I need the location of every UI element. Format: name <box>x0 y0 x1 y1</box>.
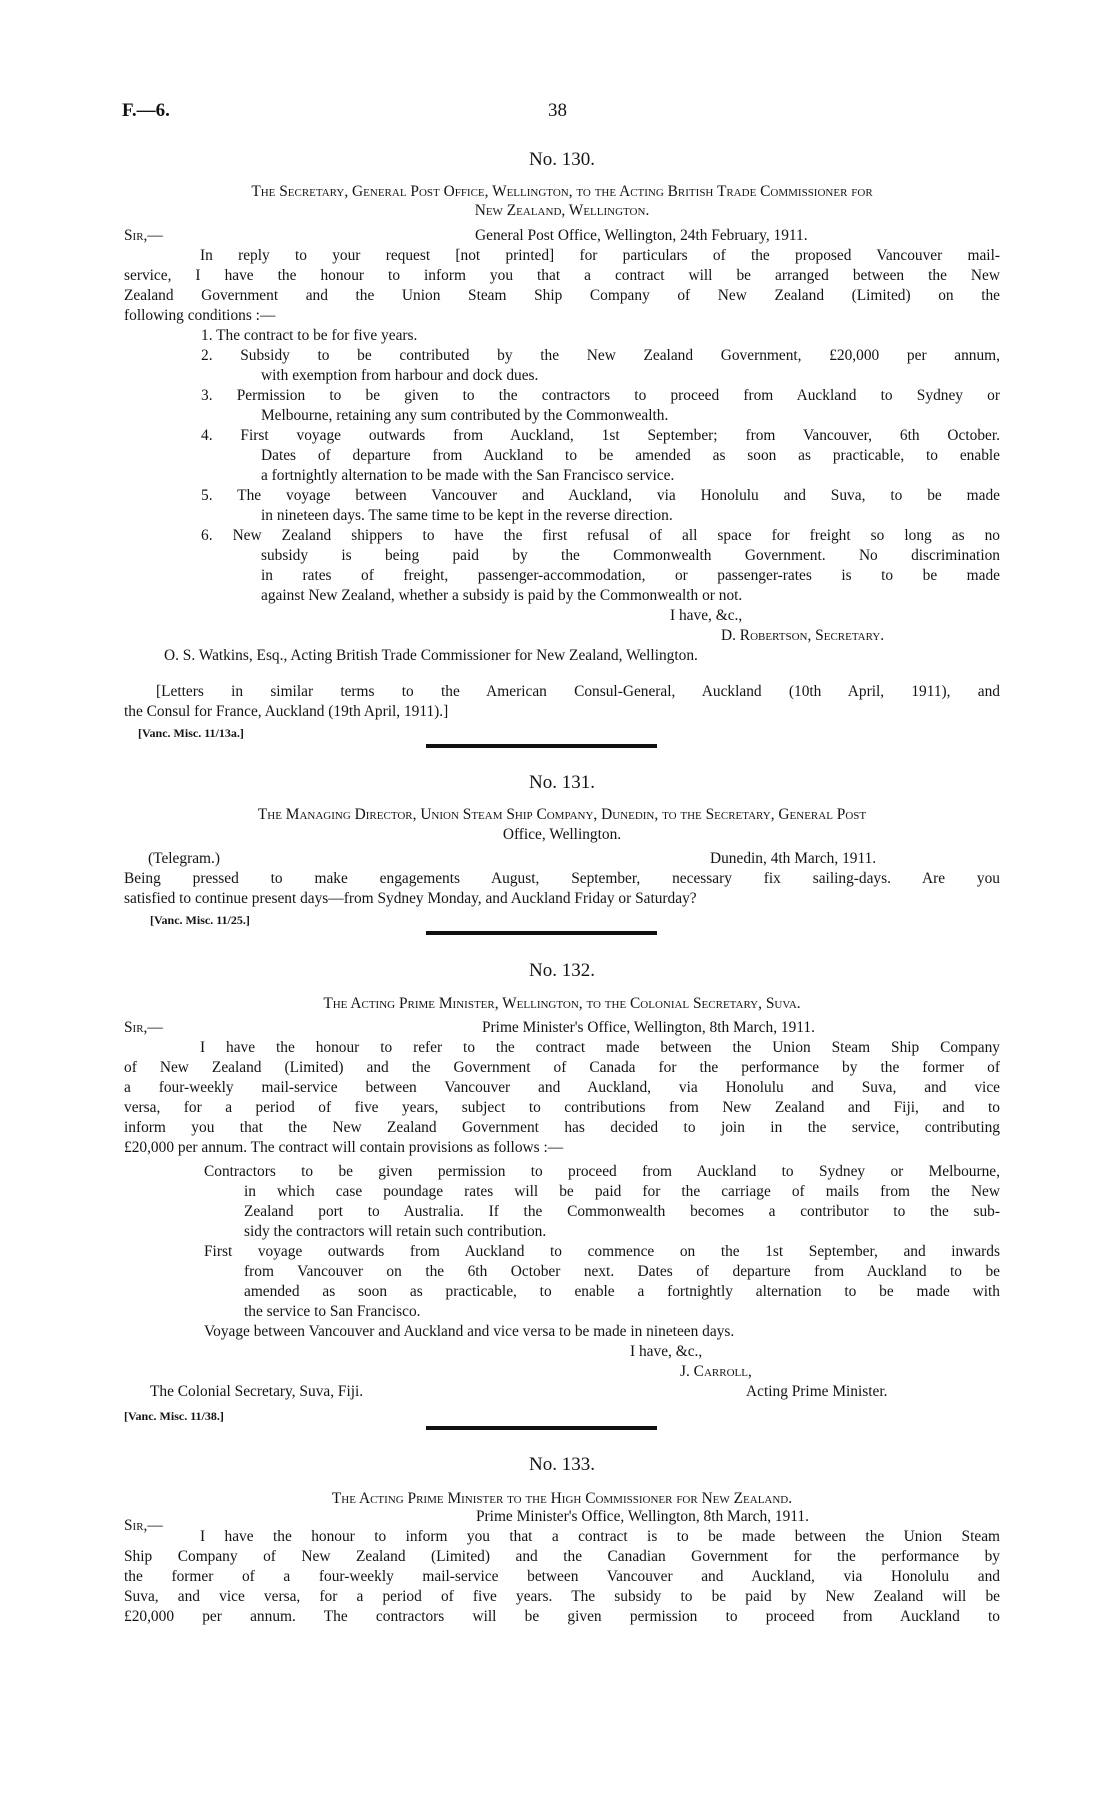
addressee: The Colonial Secretary, Suva, Fiji. <box>150 1383 364 1400</box>
provision-line: from Vancouver on the 6th October next. Dates of departure from Auckland to be <box>244 1263 1000 1280</box>
condition-line: a fortnightly alternation to be made with the San Francisco service. <box>261 467 675 484</box>
editorial-note: [Letters in similar terms to the American Consul-General, Auckland (10th April, 1911), and <box>156 683 1000 700</box>
place-date: Prime Minister's Office, Wellington, 8th March, 1911. <box>482 1019 815 1036</box>
body-line: the former of a four-weekly mail-service between Vancouver and Auckland, via Honolulu and <box>124 1568 1000 1585</box>
salutation: Sir,— <box>124 1019 163 1036</box>
provision-line: the service to San Francisco. <box>244 1303 421 1320</box>
condition-line: Melbourne, retaining any sum contributed by the Commonwealth. <box>261 407 669 424</box>
body-line: Zealand Government and the Union Steam Ship Company of New Zealand (Limited) on the <box>124 287 1000 304</box>
condition-line: 1. The contract to be for five years. <box>201 327 418 344</box>
condition-line: 3. Permission to be given to the contractors to proceed from Auckland to Sydney or <box>201 387 1000 404</box>
section-rule <box>426 1426 657 1430</box>
section-rule <box>426 931 657 935</box>
condition-line: Dates of departure from Auckland to be amended as soon as practicable, to enable <box>261 447 1000 464</box>
body-line: Ship Company of New Zealand (Limited) and the Canadian Government for the performance by <box>124 1548 1000 1565</box>
condition-line: with exemption from harbour and dock dues. <box>261 367 539 384</box>
body-line: £20,000 per annum. The contract will contain provisions as follows :— <box>124 1139 564 1156</box>
condition-line: 4. First voyage outwards from Auckland, 1st September; from Vancouver, 6th October. <box>201 427 1000 444</box>
provision-line: amended as soon as practicable, to enable a fortnightly alternation to be made with <box>244 1283 1000 1300</box>
place-date: Dunedin, 4th March, 1911. <box>710 850 877 867</box>
letter-title-line: The Managing Director, Union Steam Ship Company, Dunedin, to the Secretary, General Post <box>257 806 867 823</box>
condition-line: subsidy is being paid by the Commonwealth Government. No discrimination <box>261 547 1000 564</box>
provision-line: First voyage outwards from Auckland to commence on the 1st September, and inwards <box>204 1243 1000 1260</box>
condition-line: 2. Subsidy to be contributed by the New Zealand Government, £20,000 per annum, <box>201 347 1000 364</box>
letter-title-line: Office, Wellington. <box>502 826 622 843</box>
letter-title-line: New Zealand, Wellington. <box>474 202 650 219</box>
letter-title-line: The Acting Prime Minister to the High Commissioner for New Zealand. <box>331 1490 793 1507</box>
condition-line: 5. The voyage between Vancouver and Auckland, via Honolulu and Suva, to be made <box>201 487 1000 504</box>
provision-line: in which case poundage rates will be paid for the carriage of mails from the New <box>244 1183 1000 1200</box>
provision-line: sidy the contractors will retain such contribution. <box>244 1223 547 1240</box>
body-line: In reply to your request [not printed] for particulars of the proposed Vancouver mail- <box>200 247 1000 264</box>
body-line: of New Zealand (Limited) and the Government of Canada for the performance by the former of <box>124 1059 1000 1076</box>
series-mark: F.—6. <box>122 100 170 121</box>
condition-line: in nineteen days. The same time to be kept in the reverse direction. <box>261 507 673 524</box>
body-line: I have the honour to inform you that a contract is to be made between the Union Steam <box>200 1528 1000 1545</box>
file-reference: [Vanc. Misc. 11/25.] <box>150 913 250 927</box>
section-heading: No. 130. <box>529 149 595 170</box>
letter-title-line: The Secretary, General Post Office, Wellington, to the Acting British Trade Commissioner for <box>251 183 873 200</box>
file-reference: [Vanc. Misc. 11/13a.] <box>138 726 244 740</box>
signature: D. Robertson, Secretary. <box>721 627 885 644</box>
section-heading: No. 131. <box>529 772 595 793</box>
place-date: General Post Office, Wellington, 24th February, 1911. <box>475 227 808 244</box>
body-line: inform you that the New Zealand Government has decided to join in the service, contributing <box>124 1119 1000 1136</box>
provision-line: Zealand port to Australia. If the Commonwealth becomes a contributor to the sub- <box>244 1203 1000 1220</box>
body-line: versa, for a period of five years, subject to contributions from New Zealand and Fiji, and to <box>124 1099 1000 1116</box>
condition-line: 6. New Zealand shippers to have the first refusal of all space for freight so long as no <box>201 527 1000 544</box>
section-heading: No. 133. <box>529 1454 595 1475</box>
body-line: Being pressed to make engagements August, September, necessary fix sailing-days. Are you <box>124 870 1000 887</box>
body-line: Suva, and vice versa, for a period of five years. The subsidy to be paid by New Zealand will be <box>124 1588 1000 1605</box>
section-rule <box>426 744 657 748</box>
condition-line: against New Zealand, whether a subsidy is paid by the Commonwealth or not. <box>261 587 743 604</box>
condition-line: in rates of freight, passenger-accommodation, or passenger-rates is to be made <box>261 567 1000 584</box>
salutation: Sir,— <box>124 227 163 244</box>
body-line: I have the honour to refer to the contract made between the Union Steam Ship Company <box>200 1039 1000 1056</box>
signature: J. Carroll, <box>680 1363 752 1380</box>
editorial-note: the Consul for France, Auckland (19th April, 1911).] <box>124 703 449 720</box>
body-line: service, I have the honour to inform you that a contract will be arranged between the New <box>124 267 1000 284</box>
section-heading: No. 132. <box>529 960 595 981</box>
body-line: satisfied to continue present days—from Sydney Monday, and Auckland Friday or Saturday? <box>124 890 697 907</box>
file-reference: [Vanc. Misc. 11/38.] <box>124 1409 224 1423</box>
body-line: following conditions :— <box>124 307 276 324</box>
closing: I have, &c., <box>670 607 743 624</box>
telegram-label: (Telegram.) <box>148 850 220 867</box>
letter-title-line: The Acting Prime Minister, Wellington, to the Colonial Secretary, Suva. <box>323 995 801 1012</box>
place-date: Prime Minister's Office, Wellington, 8th March, 1911. <box>476 1508 809 1525</box>
signature-title: Acting Prime Minister. <box>746 1383 888 1400</box>
addressee: O. S. Watkins, Esq., Acting British Trade Commissioner for New Zealand, Wellington. <box>164 647 698 664</box>
provision-line: Contractors to be given permission to proceed from Auckland to Sydney or Melbourne, <box>204 1163 1000 1180</box>
page-number: 38 <box>548 100 567 121</box>
provision-line: Voyage between Vancouver and Auckland and vice versa to be made in nineteen days. <box>204 1323 735 1340</box>
body-line: £20,000 per annum. The contractors will be given permission to proceed from Auckland to <box>124 1608 1000 1625</box>
closing: I have, &c., <box>630 1343 703 1360</box>
salutation: Sir,— <box>124 1517 163 1534</box>
body-line: a four-weekly mail-service between Vancouver and Auckland, via Honolulu and Suva, and vice <box>124 1079 1000 1096</box>
